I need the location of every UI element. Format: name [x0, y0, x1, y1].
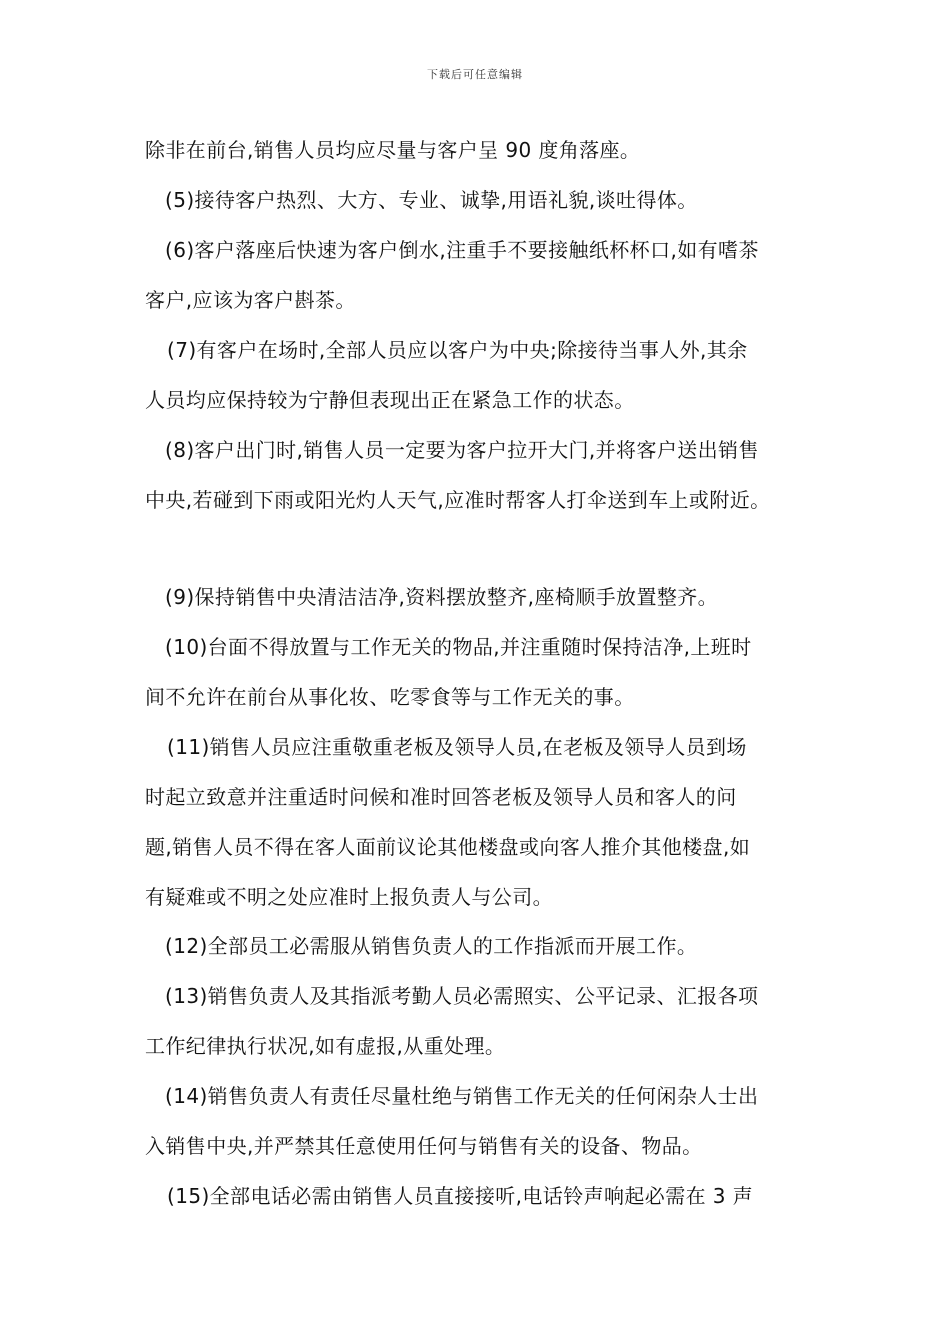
- text-line: 客户,应该为客户斟茶。: [145, 288, 356, 312]
- text-line: 工作纪律执行状况,如有虚报,从重处理。: [145, 1034, 506, 1058]
- text-line: 除非在前台,销售人员均应尽量与客户呈 90 度角落座。: [145, 138, 641, 162]
- text-line: 间不允许在前台从事化妆、吃零食等与工作无关的事。: [145, 685, 635, 709]
- text-line: (14)销售负责人有责任尽量杜绝与销售工作无关的任何闲杂人士出: [165, 1084, 759, 1108]
- text-line: (5)接待客户热烈、大方、专业、诚挚,用语礼貌,谈吐得体。: [165, 188, 698, 212]
- text-line: (15)全部电话必需由销售人员直接接听,电话铃声响起必需在 3 声: [167, 1184, 754, 1208]
- text-line: (12)全部员工必需服从销售负责人的工作指派而开展工作。: [165, 934, 698, 958]
- text-line: (11)销售人员应注重敬重老板及领导人员,在老板及领导人员到场: [167, 735, 747, 759]
- text-line: (8)客户出门时,销售人员一定要为客户拉开大门,并将客户送出销售: [165, 438, 759, 462]
- text-line: (13)销售负责人及其指派考勤人员必需照实、公平记录、汇报各项: [165, 984, 759, 1008]
- text-line: 人员均应保持较为宁静但表现出正在紧急工作的状态。: [145, 388, 635, 412]
- text-line: (7)有客户在场时,全部人员应以客户为中央;除接待当事人外,其余: [167, 338, 748, 362]
- text-line: 时起立致意并注重适时问候和准时回答老板及领导人员和客人的问: [145, 785, 737, 809]
- page-header: 下载后可任意编辑: [427, 68, 523, 81]
- text-line: 中央,若碰到下雨或阳光灼人天气,应准时帮客人打伞送到车上或附近。: [145, 488, 771, 512]
- text-line: (9)保持销售中央清洁洁净,资料摆放整齐,座椅顺手放置整齐。: [165, 585, 719, 609]
- text-line: (6)客户落座后快速为客户倒水,注重手不要接触纸杯杯口,如有嗜茶: [165, 238, 759, 262]
- text-line: 入销售中央,并严禁其任意使用任何与销售有关的设备、物品。: [145, 1134, 703, 1158]
- text-line: 有疑难或不明之处应准时上报负责人与公司。: [145, 885, 553, 909]
- text-line: (10)台面不得放置与工作无关的物品,并注重随时保持洁净,上班时: [165, 635, 752, 659]
- text-line: 题,销售人员不得在客人面前议论其他楼盘或向客人推介其他楼盘,如: [145, 835, 751, 859]
